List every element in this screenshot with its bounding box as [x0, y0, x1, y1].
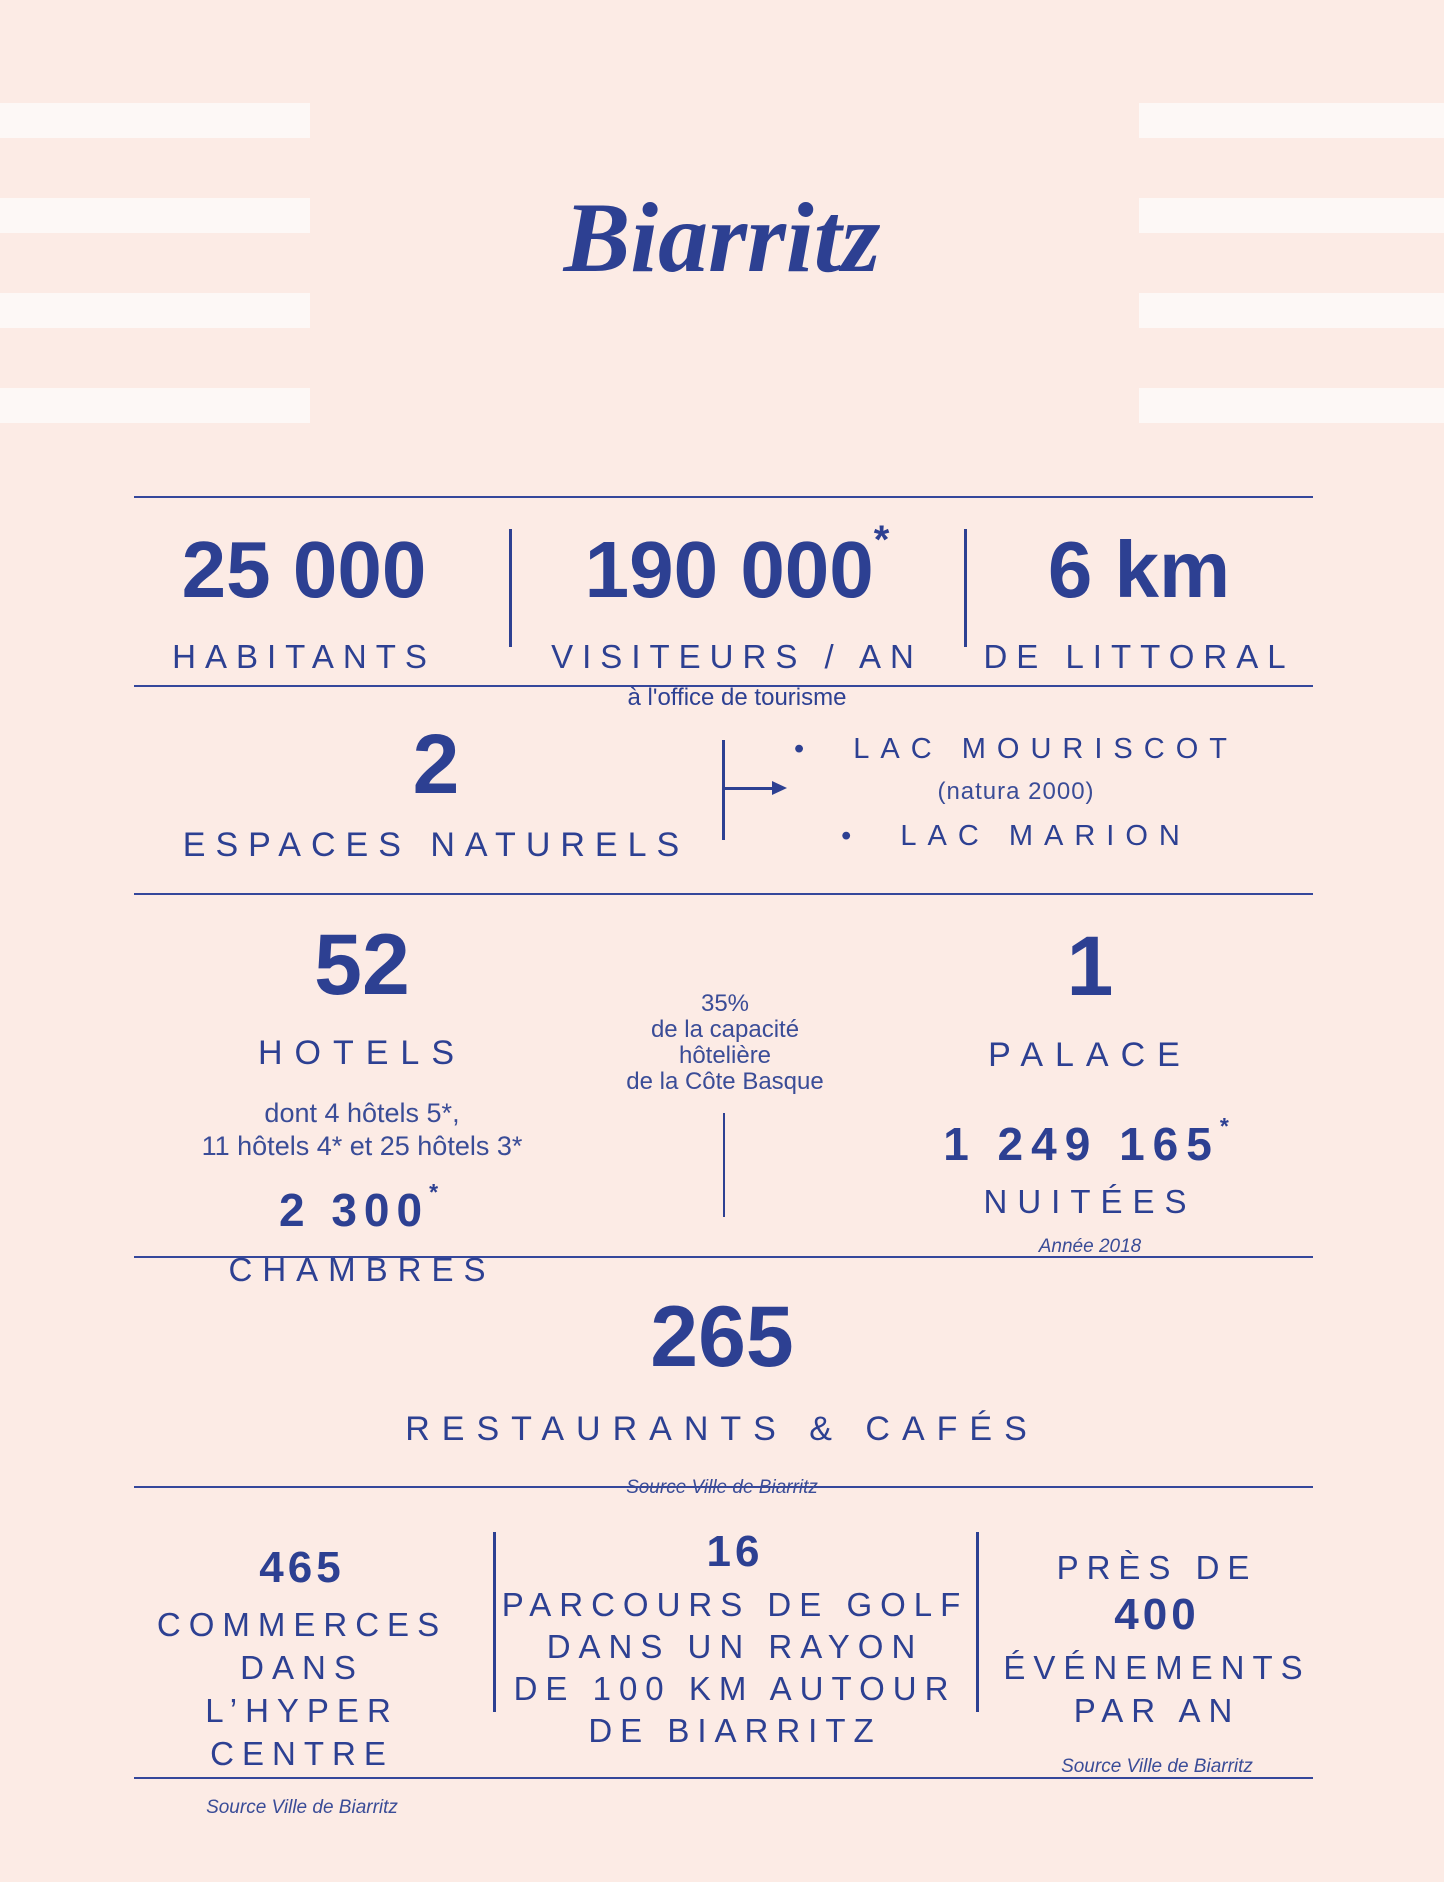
stat-nuitees-value	[880, 1112, 1300, 1170]
golf-line3: DE 100 KM AUTOUR	[513, 1670, 957, 1707]
lake-name: LAC MARION	[900, 820, 1191, 852]
bullet-icon: •	[794, 733, 816, 765]
list-item-lac-mouriscot	[766, 733, 1266, 766]
stat-visiteurs-number: 190 000	[584, 525, 874, 614]
stat-hotels-value: 52	[314, 917, 410, 1013]
stat-espaces-label: ESPACES NATURELS	[182, 826, 690, 864]
stat-palace	[880, 919, 1300, 1258]
stripe-decoration	[1139, 293, 1444, 328]
column-divider	[493, 1532, 496, 1712]
stat-hotels	[142, 917, 582, 1290]
stat-littoral-label: DE LITTORAL	[983, 638, 1295, 675]
capacity-line4: de la Côte Basque	[626, 1068, 824, 1095]
stat-habitants-label: HABITANTS	[172, 638, 436, 675]
list-item-lac-marion	[766, 820, 1266, 853]
stat-palace-label: PALACE	[988, 1036, 1192, 1074]
nuitees-year-note: Année 2018	[1038, 1235, 1142, 1257]
asterisk-footnote: *	[1219, 1112, 1237, 1139]
lake-name: LAC MOURISCOT	[853, 733, 1238, 765]
evenements-line2: PAR AN	[1073, 1692, 1241, 1729]
stat-commerces-value: 465	[259, 1543, 345, 1592]
commerces-line3: L’HYPER CENTRE	[205, 1692, 399, 1772]
stat-commerces-label	[122, 1603, 482, 1775]
stat-restaurants	[372, 1289, 1072, 1499]
hotels-detail	[142, 1097, 582, 1163]
stat-littoral-value: 6 km	[1047, 525, 1231, 614]
capacity-note	[558, 991, 892, 1095]
golf-line4: DE BIARRITZ	[588, 1712, 882, 1749]
evenements-line1: ÉVÉNEMENTS	[1003, 1649, 1311, 1686]
commerces-line2: DANS	[240, 1649, 364, 1686]
stat-golf	[497, 1527, 973, 1752]
stat-visiteurs-value	[509, 518, 965, 614]
stat-restaurants-value: 265	[650, 1289, 794, 1385]
stripe-decoration	[0, 103, 310, 138]
capacity-line2: de la capacité	[650, 1016, 800, 1043]
stat-littoral	[964, 525, 1314, 677]
bullet-icon: •	[841, 820, 863, 852]
capacity-line3: hôtelière	[678, 1042, 772, 1069]
section-divider-line	[134, 893, 1313, 895]
stat-commerces	[122, 1543, 482, 1819]
asterisk-footnote: *	[873, 518, 890, 562]
asterisk-footnote: *	[429, 1178, 446, 1205]
stat-golf-value: 16	[706, 1527, 764, 1576]
stat-visiteurs-label: VISITEURS / AN	[551, 638, 923, 675]
stat-golf-label	[497, 1584, 973, 1752]
column-divider	[723, 1113, 725, 1217]
capacity-line1: 35%	[700, 990, 750, 1017]
source-note: Source Ville de Biarritz	[206, 1797, 398, 1818]
stripe-decoration	[0, 388, 310, 423]
stat-evenements	[977, 1546, 1337, 1778]
golf-line1: PARCOURS DE GOLF	[501, 1586, 969, 1623]
stat-restaurants-label: RESTAURANTS & CAFÉS	[405, 1410, 1039, 1448]
stat-espaces-value: 2	[412, 717, 460, 811]
stat-visiteurs	[509, 518, 965, 712]
stat-palace-value: 1	[1066, 919, 1114, 1013]
stripe-decoration	[1139, 388, 1444, 423]
chambres-number: 2 300	[278, 1183, 430, 1236]
nuitees-number: 1 249 165	[943, 1117, 1220, 1170]
stat-chambres-label: CHAMBRES	[228, 1250, 496, 1288]
stat-espaces-naturels	[136, 717, 736, 867]
stat-chambres-value	[142, 1178, 582, 1236]
lakes-list	[766, 733, 1266, 853]
source-note: Source Ville de Biarritz	[1061, 1756, 1253, 1777]
stripe-decoration	[0, 293, 310, 328]
commerces-line1: COMMERCES	[156, 1606, 448, 1643]
stat-evenements-value: 400	[1114, 1590, 1200, 1639]
stat-hotels-label: HOTELS	[257, 1034, 467, 1072]
stat-evenements-pre: PRÈS DE	[1056, 1549, 1258, 1586]
stat-nuitees-label: NUITÉES	[983, 1182, 1197, 1220]
stat-habitants	[134, 525, 474, 677]
page-title: Biarritz	[563, 182, 881, 293]
stat-evenements-label	[977, 1646, 1337, 1732]
source-note: Source Ville de Biarritz	[626, 1476, 818, 1498]
stat-visiteurs-sublabel: à l'office de tourisme	[627, 684, 847, 712]
section-divider-line	[134, 496, 1313, 498]
stripe-decoration	[1139, 103, 1444, 138]
arrow-line-vertical	[722, 740, 725, 840]
hotels-detail-line1: dont 4 hôtels 5*,	[264, 1097, 460, 1128]
natura-2000-note: (natura 2000)	[937, 778, 1095, 805]
stat-habitants-value: 25 000	[181, 525, 427, 614]
golf-line2: DANS UN RAYON	[546, 1628, 924, 1665]
hotels-detail-line2: 11 hôtels 4* et 25 hôtels 3*	[201, 1130, 523, 1161]
